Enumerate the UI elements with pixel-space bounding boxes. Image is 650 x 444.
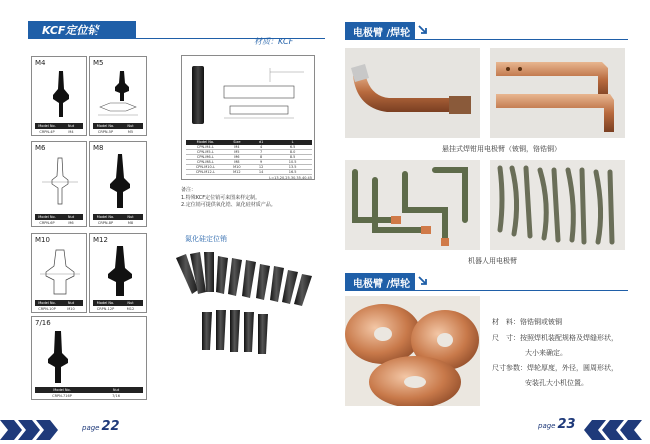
material-label: 材质：KCF (254, 37, 294, 46)
spec-row: 尺寸参数：焊轮厚度，外径，圆周形状， (492, 364, 618, 372)
pin-cell-m8 (89, 141, 147, 227)
table-row: CRPN-4P M4 (39, 130, 74, 134)
electrode-arm-photo-2 (490, 48, 625, 138)
caption-electrode-arm: 悬挂式焊钳用电极臂（铍铜，铬锆铜） (442, 145, 561, 153)
table-header-row: Model No. Nut (93, 214, 143, 220)
footer-chevrons-left (0, 414, 80, 444)
section-title: 电极臂 /焊轮 (353, 28, 411, 39)
cell-label: M4 (35, 59, 46, 67)
spec-table-row: CPN-M4-L M4 4 6.5 (186, 145, 312, 150)
spec-table-row: CPN-M6-L M6 8 8.5 (186, 155, 312, 160)
spec-table-header: Model No. Size d1 L (186, 140, 312, 145)
spec-row: 大小来确定。 (525, 349, 567, 357)
arrow-icon (418, 25, 428, 35)
pin-drawing (46, 329, 70, 385)
silicon-nitride-pins-photo (172, 246, 320, 370)
pin-cell-m12 (89, 233, 147, 313)
notes-line: 1.特殊KCF定位销可来图来样定制。 (181, 194, 261, 201)
robot-electrode-photo-1 (345, 160, 480, 250)
cell-label: M10 (35, 236, 50, 244)
technical-drawing (36, 246, 84, 298)
header-rule (345, 39, 628, 40)
spec-row: 材 料：铬锆铜或铍铜 (492, 318, 562, 326)
pin-drawing (50, 69, 72, 119)
pin-cell-m10 (31, 233, 87, 313)
page-number-right: page 23 (538, 417, 576, 432)
pin-drawing (108, 152, 132, 210)
spec-table (186, 140, 312, 180)
table-header-row: Model No. Nut (35, 300, 83, 306)
pin-cell-716 (31, 316, 147, 400)
technical-drawing (36, 154, 84, 210)
weld-wheel-photo (345, 296, 480, 406)
pin-drawing (106, 244, 134, 298)
spec-table-side-note: L=13,20,25,30,35,40,45 (269, 176, 312, 180)
cell-label: M5 (93, 59, 104, 67)
spec-table-row: CPN-M12-L M12 14 16.5 (186, 170, 312, 175)
cell-label: M6 (35, 144, 46, 152)
table-row: CRPN-8P M8 (97, 221, 134, 225)
pin-cell-m5 (89, 56, 147, 136)
table-header-row: Model No. Nut (35, 387, 143, 393)
arrow-icon (92, 25, 102, 35)
cell-label: 7/16 (35, 319, 51, 327)
table-row: CRPN-6P M6 (39, 221, 74, 225)
section-header-electrode (345, 22, 415, 39)
spec-drawing-panel (181, 55, 315, 180)
spec-row: 安装孔大小机位置。 (525, 379, 588, 387)
section-title: KCF定位销 (42, 24, 99, 37)
table-header-row: Model No. Nut (93, 123, 143, 129)
table-row: CRPN-10P M10 (38, 307, 75, 311)
spec-row: 尺 寸：按照焊机装配规格及焊缝形状， (492, 334, 618, 342)
electrode-arm-photo-1 (345, 48, 480, 138)
pin-cell-m4 (31, 56, 87, 136)
table-header-row: Model No. Nut (35, 123, 83, 129)
header-rule (345, 290, 628, 291)
spec-table-row: CPN-M10-L M10 12 13.5 (186, 165, 312, 170)
section-header-wheel (345, 273, 415, 290)
notes-title: 备注： (181, 187, 197, 193)
spec-table-row: CPN-M8-L M8 9 10.5 (186, 160, 312, 165)
notes-line: 2.定位销可提供氧化锆、氮化硅材质产品。 (181, 202, 276, 208)
pin-cell-m6 (31, 141, 87, 227)
section-header-kcf (28, 21, 136, 38)
table-header-row: Model No. Nut (35, 214, 83, 220)
cell-label: M8 (93, 144, 104, 152)
cell-label: M12 (93, 236, 108, 244)
page-number-left: page 22 (82, 419, 120, 434)
notes (181, 187, 276, 210)
table-row: CRPN-5P M5 (97, 130, 134, 134)
footer-chevrons-right (572, 414, 650, 444)
table-header-row: Model No. Nut (93, 300, 143, 306)
caption-robot-arm: 机器人用电极臂 (468, 257, 517, 265)
technical-drawing (96, 93, 140, 119)
spec-table-row: CPN-M5-L M5 7 8.0 (186, 150, 312, 155)
sleeve-photo (188, 64, 208, 126)
table-row: CRPN-12P M12 (96, 307, 135, 311)
table-row: CRPN-716P 7/16 (52, 394, 120, 398)
section-title: 电极臂 /焊轮 (353, 279, 411, 290)
silicon-nitride-title: 氮化硅定位销 (185, 235, 227, 243)
robot-electrode-photo-2 (490, 160, 625, 250)
arrow-icon (418, 276, 428, 286)
technical-drawing (212, 62, 312, 126)
